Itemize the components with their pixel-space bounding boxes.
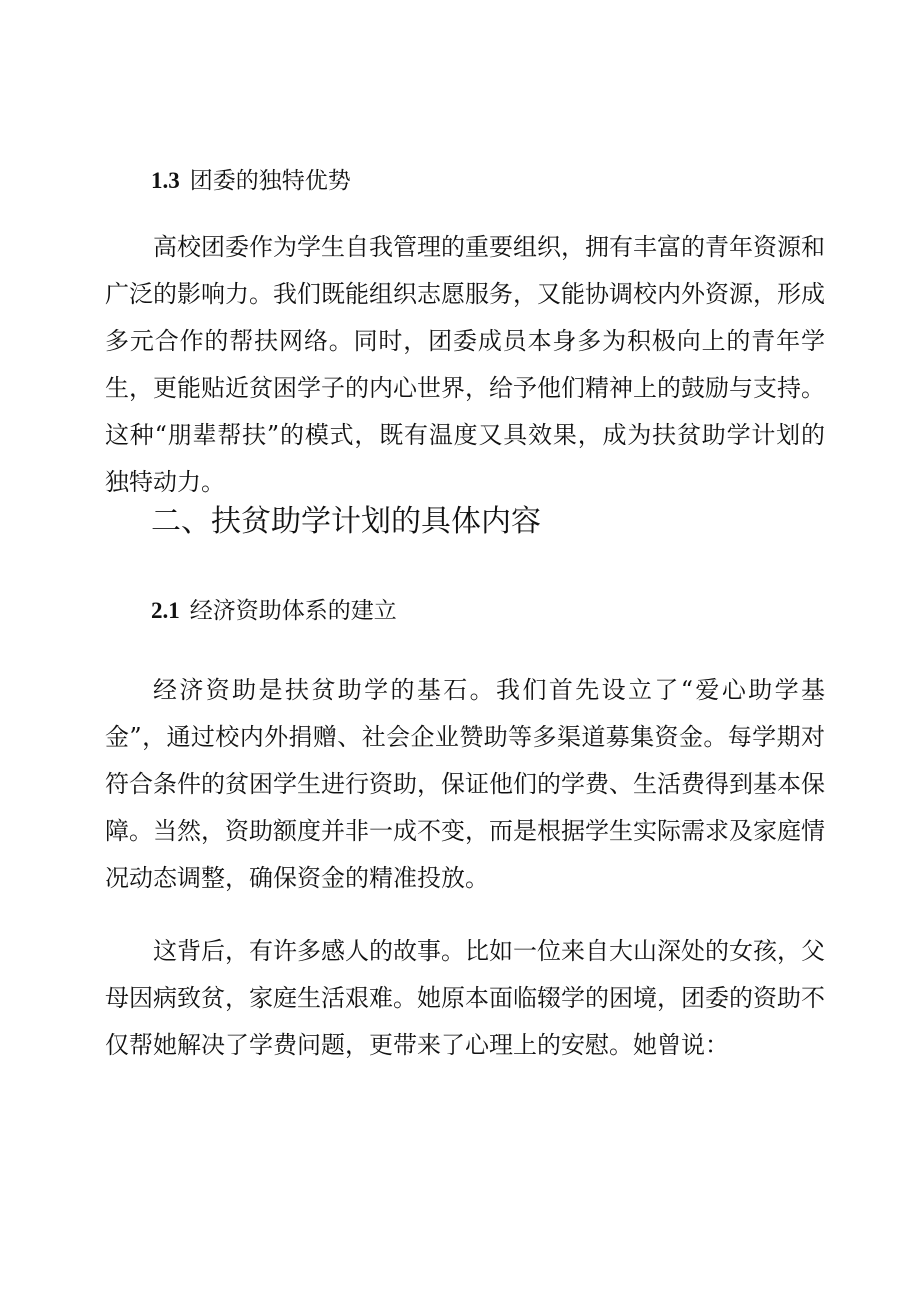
section-title: 经济资助体系的建立: [189, 598, 397, 624]
chapter-heading-2: 二、扶贫助学计划的具体内容: [151, 504, 541, 539]
section-title: 团委的独特优势: [189, 168, 351, 194]
paragraph-2-1-a: 经济资助是扶贫助学的基石。我们首先设立了“爱心助学基金”，通过校内外捐赠、社会企业赞助等多渠道募集资金。每学期对符合条件的贫困学生进行资助，保证他们的学费、生活费得到基本保障。当然，资助额度并非一成不变，而是根据学生实际需求及家庭情况动态调整，确保资金的精准投放。: [105, 676, 825, 892]
paragraph-2-1-b: 这背后，有许多感人的故事。比如一位来自大山深处的女孩，父母因病致贫，家庭生活艰难。她原本面临辍学的困境，团委的资助不仅帮她解决了学费问题，更带来了心理上的安慰。她曾说：: [105, 937, 825, 1059]
paragraph-1-3: 高校团委作为学生自我管理的重要组织，拥有丰富的青年资源和广泛的影响力。我们既能组织志愿服务，又能协调校内外资源，形成多元合作的帮扶网络。同时，团委成员本身多为积极向上的青年学生，更能贴近贫困学子的内心世界，给予他们精神上的鼓励与支持。这种“朋辈帮扶”的模式，既有温度又具效果，成为扶贫助学计划的独特动力。: [105, 233, 825, 496]
section-heading-1-3: [151, 166, 351, 196]
section-number: 2.1: [151, 598, 180, 623]
section-heading-2-1: [151, 596, 397, 626]
section-number: 1.3: [151, 168, 180, 193]
